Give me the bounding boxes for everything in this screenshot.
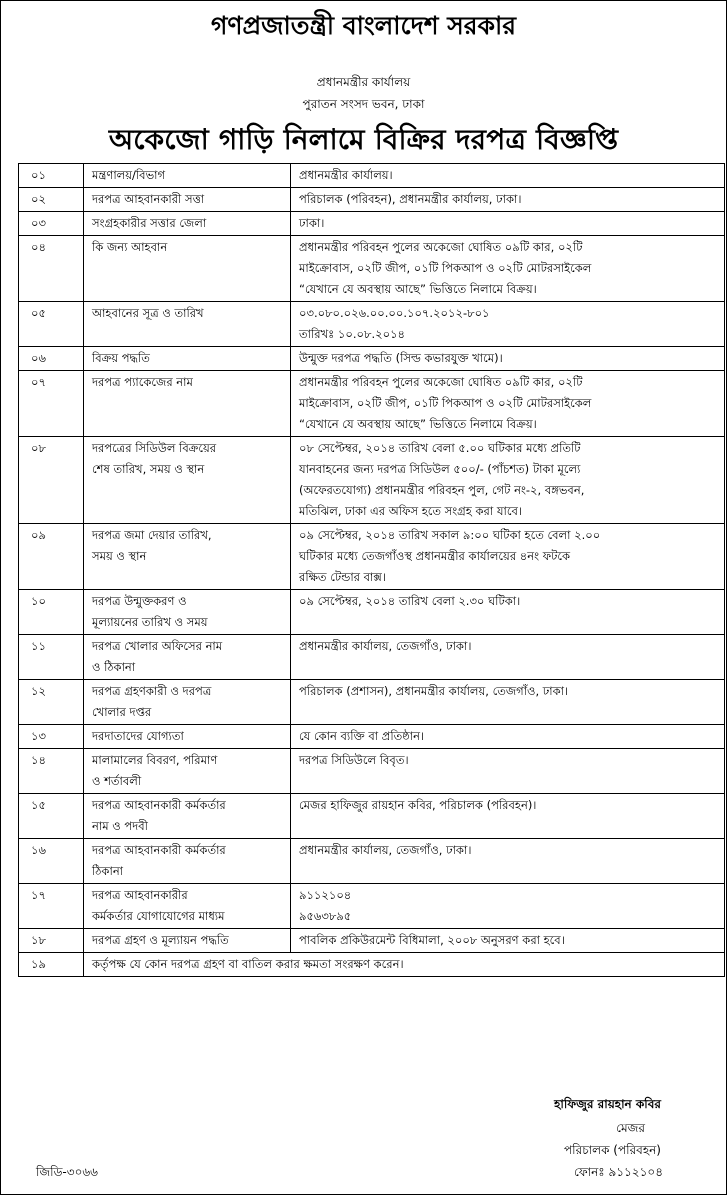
table-row	[19, 725, 725, 749]
item-label-line: মালামালের বিবরণ, পরিমাণ	[92, 753, 218, 767]
serial-number: ০৪	[19, 236, 84, 302]
item-value-line: “যেখানে যে অবস্থায় আছে” ভিত্তিতে নিলামে বিক্রয়।	[299, 282, 537, 296]
item-value	[291, 635, 725, 680]
table-row	[19, 437, 725, 524]
item-label-line: ঠিকানা	[92, 864, 124, 878]
table-row	[19, 524, 725, 590]
serial-number: ০৭	[19, 371, 84, 437]
item-value	[291, 839, 725, 884]
item-label	[84, 680, 291, 725]
item-value-line: ঢাকা।	[299, 216, 325, 230]
item-label	[84, 347, 291, 371]
item-value-line: “যেখানে যে অবস্থায় আছে” ভিত্তিতে নিলামে বিক্রয়।	[299, 417, 537, 431]
office-name: প্রধানমন্ত্রীর কার্যালয়	[316, 75, 411, 89]
serial-number: ১২	[19, 680, 84, 725]
item-label	[84, 749, 291, 794]
item-value-line: প্রধানমন্ত্রীর কার্যালয়।	[299, 168, 393, 182]
item-label-line: ও শর্তাবলী	[92, 774, 142, 788]
item-label-line: দরদাতাদের যোগ্যতা	[92, 729, 184, 743]
office-address: পুরাতন সংসদ ভবন, ঢাকা	[302, 97, 425, 111]
item-value	[291, 212, 725, 236]
item-value	[291, 929, 725, 953]
item-label	[84, 884, 291, 929]
item-value-line: ০৯ সেপ্টেম্বর, ২০১৪ তারিখ সকাল ৯:০০ ঘটিকা হতে বেলা ২.০০	[299, 528, 601, 542]
signatory-phone: ফোনঃ ৯১১২১০৪	[573, 1165, 663, 1179]
item-value-line: উন্মুক্ত দরপত্র পদ্ধতি (সিল্ড কভারযুক্ত খামে)।	[299, 351, 503, 365]
item-value-line: প্রধানমন্ত্রীর কার্যালয়, তেজগাঁও, ঢাকা।	[299, 639, 472, 653]
item-value	[291, 524, 725, 590]
item-label-line: ও ঠিকানা	[92, 660, 136, 674]
item-value-line: যানবাহনের জন্য দরপত্র সিডিউল ৫০০/- (পাঁচশত) টাকা মূল্যে	[299, 462, 581, 476]
serial-number: ১৪	[19, 749, 84, 794]
item-value-line: পাবলিক প্রকিউরমেন্ট বিধিমালা, ২০০৮ অনুসরণ করা হবে।	[299, 933, 565, 947]
item-value-line: ৯৫৬৩৮৯৫	[299, 909, 352, 923]
item-label-line: খোলার দপ্তর	[92, 705, 152, 719]
item-label-line: দরপত্র জমা দেয়ার তারিখ,	[92, 528, 212, 542]
serial-number: ১৩	[19, 725, 84, 749]
item-value	[291, 884, 725, 929]
item-label	[84, 725, 291, 749]
item-label	[84, 437, 291, 524]
item-value-line: প্রধানমন্ত্রীর পরিবহন পুলের অকেজো ঘোষিত ০৯টি কার, ০২টি	[299, 240, 583, 254]
item-value	[291, 749, 725, 794]
serial-number: ১৯	[19, 953, 84, 977]
table-row	[19, 236, 725, 302]
serial-number: ১০	[19, 590, 84, 635]
item-value	[291, 188, 725, 212]
serial-number: ০৯	[19, 524, 84, 590]
serial-number: ০৩	[19, 212, 84, 236]
item-label-line: দরপত্র খোলার অফিসের নাম	[92, 639, 223, 653]
item-value	[291, 302, 725, 347]
item-label-line: দরপত্র প্যাকেজের নাম	[92, 375, 193, 389]
table-row	[19, 371, 725, 437]
table-row	[19, 929, 725, 953]
signatory-name: হাফিজুর রায়হান কবির	[554, 1097, 661, 1111]
serial-number: ১১	[19, 635, 84, 680]
item-label-line: মন্ত্রণালয়/বিভাগ	[92, 168, 166, 182]
serial-number: ০২	[19, 188, 84, 212]
item-value	[291, 347, 725, 371]
item-label-line: দরপত্র গ্রহণ ও মূল্যায়ন পদ্ধতি	[92, 933, 229, 947]
serial-number: ১৫	[19, 794, 84, 839]
serial-number: ১৮	[19, 929, 84, 953]
item-label-line: নাম ও পদবী	[92, 819, 148, 833]
item-label	[84, 164, 291, 188]
signatory-rank: মেজর	[616, 1121, 645, 1135]
item-value-line: মাইক্রোবাস, ০২টি জীপ, ০১টি পিকআপ ও ০২টি মোটরসাইকেল	[299, 261, 592, 275]
table-row-final	[19, 953, 725, 977]
signatory-designation: পরিচালক (পরিবহন)	[564, 1143, 661, 1157]
item-value-line: প্রধানমন্ত্রীর কার্যালয়, তেজগাঁও, ঢাকা।	[299, 843, 472, 857]
item-label-line: মূল্যায়নের তারিখ ও সময়	[92, 615, 208, 629]
item-value	[291, 590, 725, 635]
item-label-line: শেষ তারিখ, সময় ও স্থান	[92, 462, 205, 476]
item-value-line: পরিচালক (পরিবহন), প্রধানমন্ত্রীর কার্যালয়, ঢাকা।	[299, 192, 522, 206]
serial-number: ০৫	[19, 302, 84, 347]
item-value-line: মেজর হাফিজুর রায়হান কবির, পরিচালক (পরিবহন)।	[299, 798, 537, 812]
serial-number: ১৭	[19, 884, 84, 929]
item-value-line: ৯১১২১০৪	[299, 888, 352, 902]
item-value-line: পরিচালক (প্রশাসন), প্রধানমন্ত্রীর কার্যালয়, তেজগাঁও, ঢাকা।	[299, 684, 569, 698]
item-label	[84, 302, 291, 347]
item-value	[291, 437, 725, 524]
table-row	[19, 839, 725, 884]
tender-details-table	[18, 163, 725, 977]
item-label-line: আহবানের সূত্র ও তারিখ	[92, 306, 204, 320]
table-row	[19, 794, 725, 839]
item-value	[291, 371, 725, 437]
item-label-line: কি জন্য আহবান	[92, 240, 168, 254]
item-label	[84, 236, 291, 302]
item-value-line: যে কোন ব্যক্তি বা প্রতিষ্ঠান।	[299, 729, 425, 743]
item-value-line: ০৮ সেপ্টেম্বর, ২০১৪ তারিখ বেলা ৫.০০ ঘটিকার মধ্যে প্রতিটি	[299, 441, 581, 455]
item-value	[291, 794, 725, 839]
item-value-line: মতিঝিল, ঢাকা এর অফিস হতে সংগ্রহ করা যাবে।	[299, 504, 522, 518]
item-value	[291, 236, 725, 302]
item-label	[84, 212, 291, 236]
item-value-line: মাইক্রোবাস, ০২টি জীপ, ০১টি পিকআপ ও ০২টি মোটরসাইকেল	[299, 396, 592, 410]
item-value-line: তারিখঃ ১০.০৮.২০১৪	[299, 327, 405, 341]
item-label-line: বিক্রয় পদ্ধতি	[92, 351, 150, 365]
item-value	[291, 680, 725, 725]
item-label-line: কর্মকর্তার যোগাযোগের মাধ্যম	[92, 909, 225, 923]
item-label	[84, 188, 291, 212]
item-value-line: ০৩.০৮০.০২৬.০০.০০.১০৭.২০১২-৮০১	[299, 306, 490, 320]
item-label-line: দরপত্র উন্মুক্তকরণ ও	[92, 594, 187, 608]
item-value-line: ০৯ সেপ্টেম্বর, ২০১৪ তারিখ বেলা ২.৩০ ঘটিকা।	[299, 594, 521, 608]
table-row	[19, 347, 725, 371]
notice-title: অকেজো গাড়ি নিলামে বিক্রির দরপত্র বিজ্ঞপ্তি	[108, 123, 619, 156]
item-label-line: দরপত্র আহবানকারী সত্তা	[92, 192, 205, 206]
serial-number: ০৮	[19, 437, 84, 524]
item-value-line: দরপত্র সিডিউলে বিবৃত।	[299, 753, 409, 767]
table-row	[19, 884, 725, 929]
item-label-line: দরপত্র গ্রহণকারী ও দরপত্র	[92, 684, 212, 698]
item-value-line: (অফেরতযোগ্য) প্রধানমন্ত্রীর পরিবহন পুল, গেট নং-২, বঙ্গভবন,	[299, 483, 585, 497]
item-label	[84, 371, 291, 437]
item-label	[84, 794, 291, 839]
item-value-line: রক্ষিত টেন্ডার বাক্স।	[299, 570, 386, 584]
table-row	[19, 590, 725, 635]
government-heading: গণপ্রজাতন্ত্রী বাংলাদেশ সরকার	[211, 11, 516, 40]
item-label-line: দরপত্র আহবানকারী কর্মকর্তার	[92, 843, 226, 857]
table-row	[19, 635, 725, 680]
item-label	[84, 839, 291, 884]
gd-number: জিডি-৩০৬৬	[36, 1165, 98, 1179]
serial-number: ০১	[19, 164, 84, 188]
item-value-line: ঘটিকার মধ্যে তেজগাঁওস্থ প্রধানমন্ত্রীর কার্যালয়ের ৪নং ফটকে	[299, 549, 571, 563]
item-value-line: প্রধানমন্ত্রীর পরিবহন পুলের অকেজো ঘোষিত ০৯টি কার, ০২টি	[299, 375, 583, 389]
item-label	[84, 635, 291, 680]
item-label-line: দরপত্রের সিডিউল বিক্রয়ের	[92, 441, 217, 455]
item-label	[84, 524, 291, 590]
item-label-line: দরপত্র আহবানকারীর	[92, 888, 188, 902]
table-row	[19, 749, 725, 794]
table-row	[19, 302, 725, 347]
item-label	[84, 590, 291, 635]
table-row	[19, 188, 725, 212]
table-row	[19, 164, 725, 188]
serial-number: ১৬	[19, 839, 84, 884]
item-label-line: সংগ্রহকারীর সত্তার জেলা	[92, 216, 207, 230]
table-row	[19, 212, 725, 236]
item-value	[291, 725, 725, 749]
serial-number: ০৬	[19, 347, 84, 371]
item-label-line: দরপত্র আহবানকারী কর্মকর্তার	[92, 798, 226, 812]
authority-reservation-clause: কর্তৃপক্ষ যে কোন দরপত্র গ্রহণ বা বাতিল করার ক্ষমতা সংরক্ষণ করেন।	[84, 953, 725, 977]
table-row	[19, 680, 725, 725]
item-label	[84, 929, 291, 953]
item-value	[291, 164, 725, 188]
item-label-line: সময় ও স্থান	[92, 549, 147, 563]
